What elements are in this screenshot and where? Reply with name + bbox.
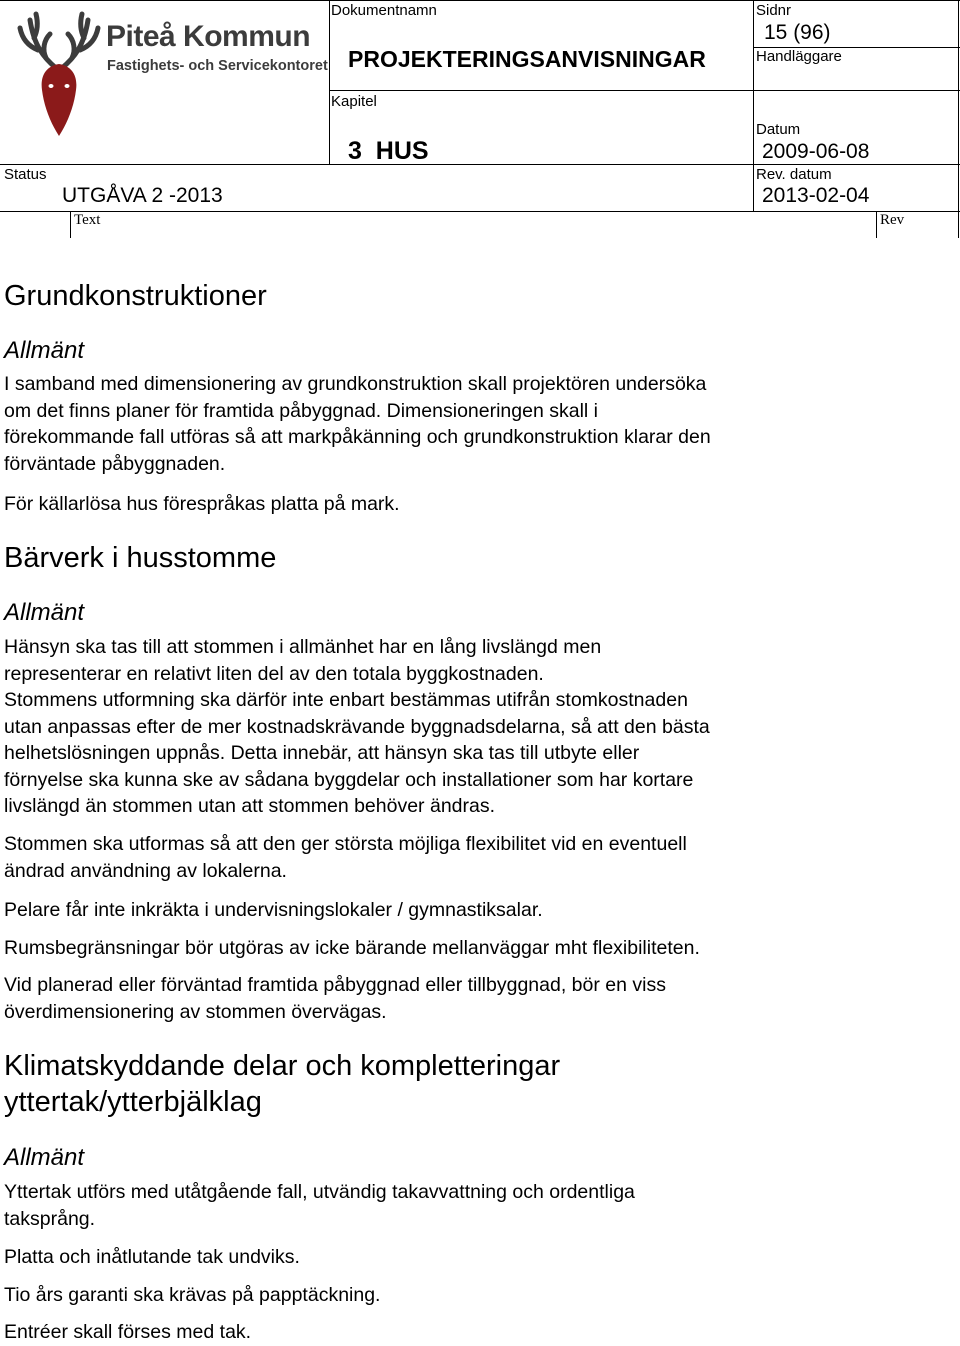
text-line: taksprång. [4,1207,96,1230]
handlaggare-label: Handläggare [756,48,842,65]
text-column-left [70,211,71,238]
section-title-barverk: Bärverk i husstomme [4,542,277,574]
status: UTGÅVA 2 -2013 [62,184,223,207]
text-line: förväntade påbyggnaden. [4,452,226,475]
paragraph-barverk-1 [4,634,710,820]
header-divider-v1 [329,0,330,164]
paragraph-barverk-3: Pelare får inte inkräkta i undervisningslokaler / gymnastiksalar. [4,899,543,921]
revdatum-label: Rev. datum [756,166,832,183]
rev-label: Rev [880,212,905,228]
datum-label: Datum [756,121,801,138]
header-divider-h2 [329,90,960,91]
paragraph-grund-1 [4,371,711,477]
header-border-right [958,0,959,238]
kapitel-label: Kapitel [331,93,377,110]
paragraph-klimat-3: Tio års garanti ska krävas på papptäckning. [4,1284,381,1306]
section-subtitle-allmant-2: Allmänt [4,599,85,626]
paragraph-klimat-4: Entréer skall förses med tak. [4,1321,252,1343]
text-line: överdimensionering av stommen övervägas. [4,1000,387,1023]
text-line: Vid planerad eller förväntad framtida påbyggnad eller tillbyggnad, bör en viss [4,974,666,996]
section-title-grundkonstruktioner: Grundkonstruktioner [4,280,267,312]
text-line: förnyelse ska kunna ske av sådana byggdelar och installationer som har kortare [4,768,694,791]
logo [16,10,328,140]
header-border-top [0,0,960,1]
paragraph-barverk-4: Rumsbegränsningar bör utgöras av icke bärande mellanväggar mht flexibiliteten. [4,937,700,959]
text-line: ändrad användning av lokalerna. [4,859,287,882]
text-line: Stommen ska utformas så att den ger största möjliga flexibilitet vid en eventuell [4,833,687,855]
text-line: om det finns planer för framtida påbyggnad. Dimensioneringen skall i [4,399,598,422]
header-divider-h4 [0,211,960,212]
text-line: Yttertak utförs med utåtgående fall, utvändig takavvattning och ordentliga [4,1181,635,1203]
paragraph-grund-2: För källarlösa hus förespråkas platta på mark. [4,493,400,515]
date: 2009-06-08 [762,140,870,163]
section-subtitle-allmant-1: Allmänt [4,337,85,364]
page-number: 15 (96) [764,21,831,44]
text-line: helhetslösningen uppnås. Detta innebär, att hänsyn ska tas till utbyte eller [4,742,640,764]
org-subtitle: Fastighets- och Servicekontoret [107,58,328,74]
text-line: utan anpassas efter de mer kostnadskrävande byggnadsdelarna, så att den bästa [4,715,710,738]
text-column-right [876,211,877,238]
paragraph-klimat-2: Platta och inåtlutande tak undviks. [4,1246,300,1268]
text-line: I samband med dimensionering av grundkonstruktion skall projektören undersöka [4,373,707,395]
chapter: 3 HUS [348,137,429,165]
org-name: Piteå Kommun [106,20,311,53]
header-divider-h3 [0,164,960,165]
paragraph-klimat-1 [4,1179,635,1232]
section-subtitle-allmant-3: Allmänt [4,1144,85,1171]
text-line: livslängd än stommen utan att stommen behöver ändras. [4,795,496,817]
paragraph-barverk-5 [4,972,666,1025]
document-name: PROJEKTERINGSANVISNINGAR [348,46,706,72]
text-line: Stommens utformning ska därför inte enbart bestämmas utifrån stomkostnaden [4,689,688,711]
paragraph-barverk-2 [4,831,687,884]
title-line: Klimatskyddande delar och kompletteringar [4,1050,561,1082]
text-line: Hänsyn ska tas till att stommen i allmänhet har en lång livslängd men [4,636,602,658]
dokumentnamn-label: Dokumentnamn [331,2,437,19]
header-divider-v2 [753,0,754,212]
title-line: yttertak/ytterbjälklag [4,1086,262,1118]
sidnr-label: Sidnr [756,2,792,19]
status-label: Status [4,166,47,183]
section-title-klimatskyddande [4,1048,560,1120]
text-line: förekommande fall utföras så att markpåkänning och grundkonstruktion klarar den [4,426,711,448]
reindeer-emblem-icon [16,10,102,138]
rev-date: 2013-02-04 [762,184,870,207]
text-label: Text [74,212,101,228]
text-line: representerar en relativt liten del av den totala byggkostnaden. [4,662,544,685]
